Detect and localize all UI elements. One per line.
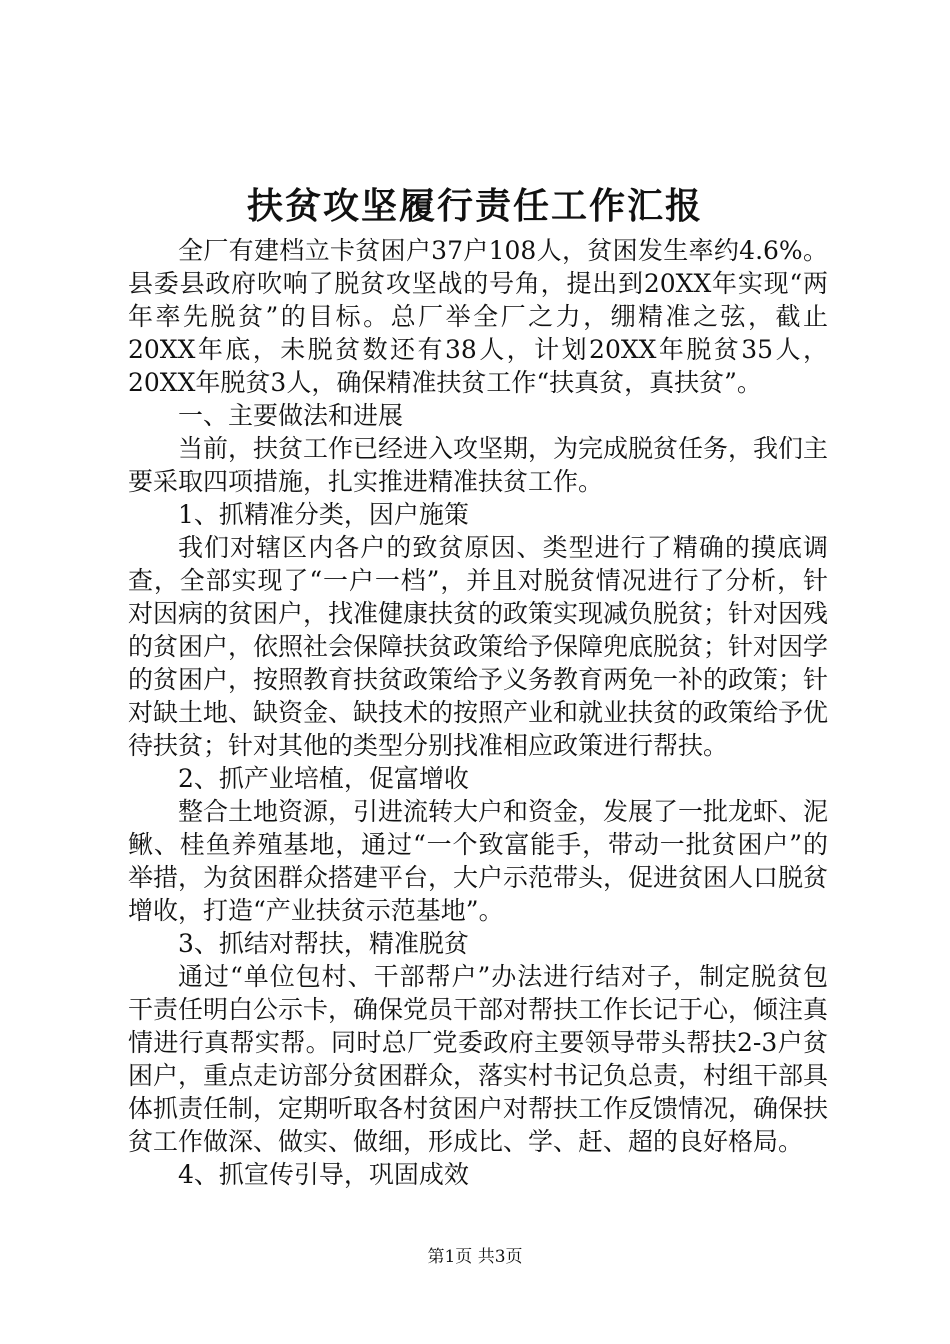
document-body [128,234,828,1191]
section-intro-paragraph: 当前，扶贫工作已经进入攻坚期，为完成脱贫任务，我们主要采取四项措施，扎实推进精准扶贫工作。 [128,434,829,496]
paragraph-2: 整合土地资源，引进流转大户和资金，发展了一批龙虾、泥鳅、桂鱼养殖基地，通过“一个致富能手，带动一批贫困户”的举措，为贫困群众搭建平台，大户示范带头，促进贫困人口脱贫增收，打造“产业扶贫示范基地”。 [128,797,829,925]
page-footer: 第1页 共3页 [427,1247,523,1267]
subheading-3: 3、抓结对帮扶，精准脱贫 [178,929,469,958]
section-heading-main-practices: 一、主要做法和进展 [178,401,404,430]
paragraph-3: 通过“单位包村、干部帮户”办法进行结对子，制定脱贫包干责任明白公示卡，确保党员干部对帮扶工作长记于心，倾注真情进行真帮实帮。同时总厂党委政府主要领导带头帮扶2-3户贫困户，重点走访部分贫困群众，落实村书记负总责，村组干部具体抓责任制，定期听取各村贫困户对帮扶工作反馈情况，确保扶贫工作做深、做实、做细，形成比、学、赶、超的良好格局。 [128,962,829,1156]
subheading-4: 4、抓宣传引导，巩固成效 [178,1160,469,1189]
subheading-1: 1、抓精准分类，因户施策 [178,500,469,529]
paragraph-1: 我们对辖区内各户的致贫原因、类型进行了精确的摸底调查，全部实现了“一户一档”，并且对脱贫情况进行了分析，针对因病的贫困户，找准健康扶贫的政策实现减负脱贫；针对因残的贫困户，依照社会保障扶贫政策给予保障兜底脱贫；针对因学的贫困户，按照教育扶贫政策给予义务教育两免一补的政策；针对缺土地、缺资金、缺技术的按照产业和就业扶贫的政策给予优待扶贫；针对其他的类型分别找准相应政策进行帮扶。 [128,533,829,760]
intro-paragraph: 全厂有建档立卡贫困户37户108人，贫困发生率约4.6%。县委县政府吹响了脱贫攻坚战的号角，提出到20XX年实现“两年率先脱贫”的目标。总厂举全厂之力，绷精准之弦，截止20XX年底，未脱贫数还有38人，计划20XX年脱贫35人，20XX年脱贫3人，确保精准扶贫工作“扶真贫，真扶贫”。 [128,236,828,397]
document-title: 扶贫攻坚履行责任工作汇报 [246,185,703,227]
subheading-2: 2、抓产业培植，促富增收 [178,764,469,793]
